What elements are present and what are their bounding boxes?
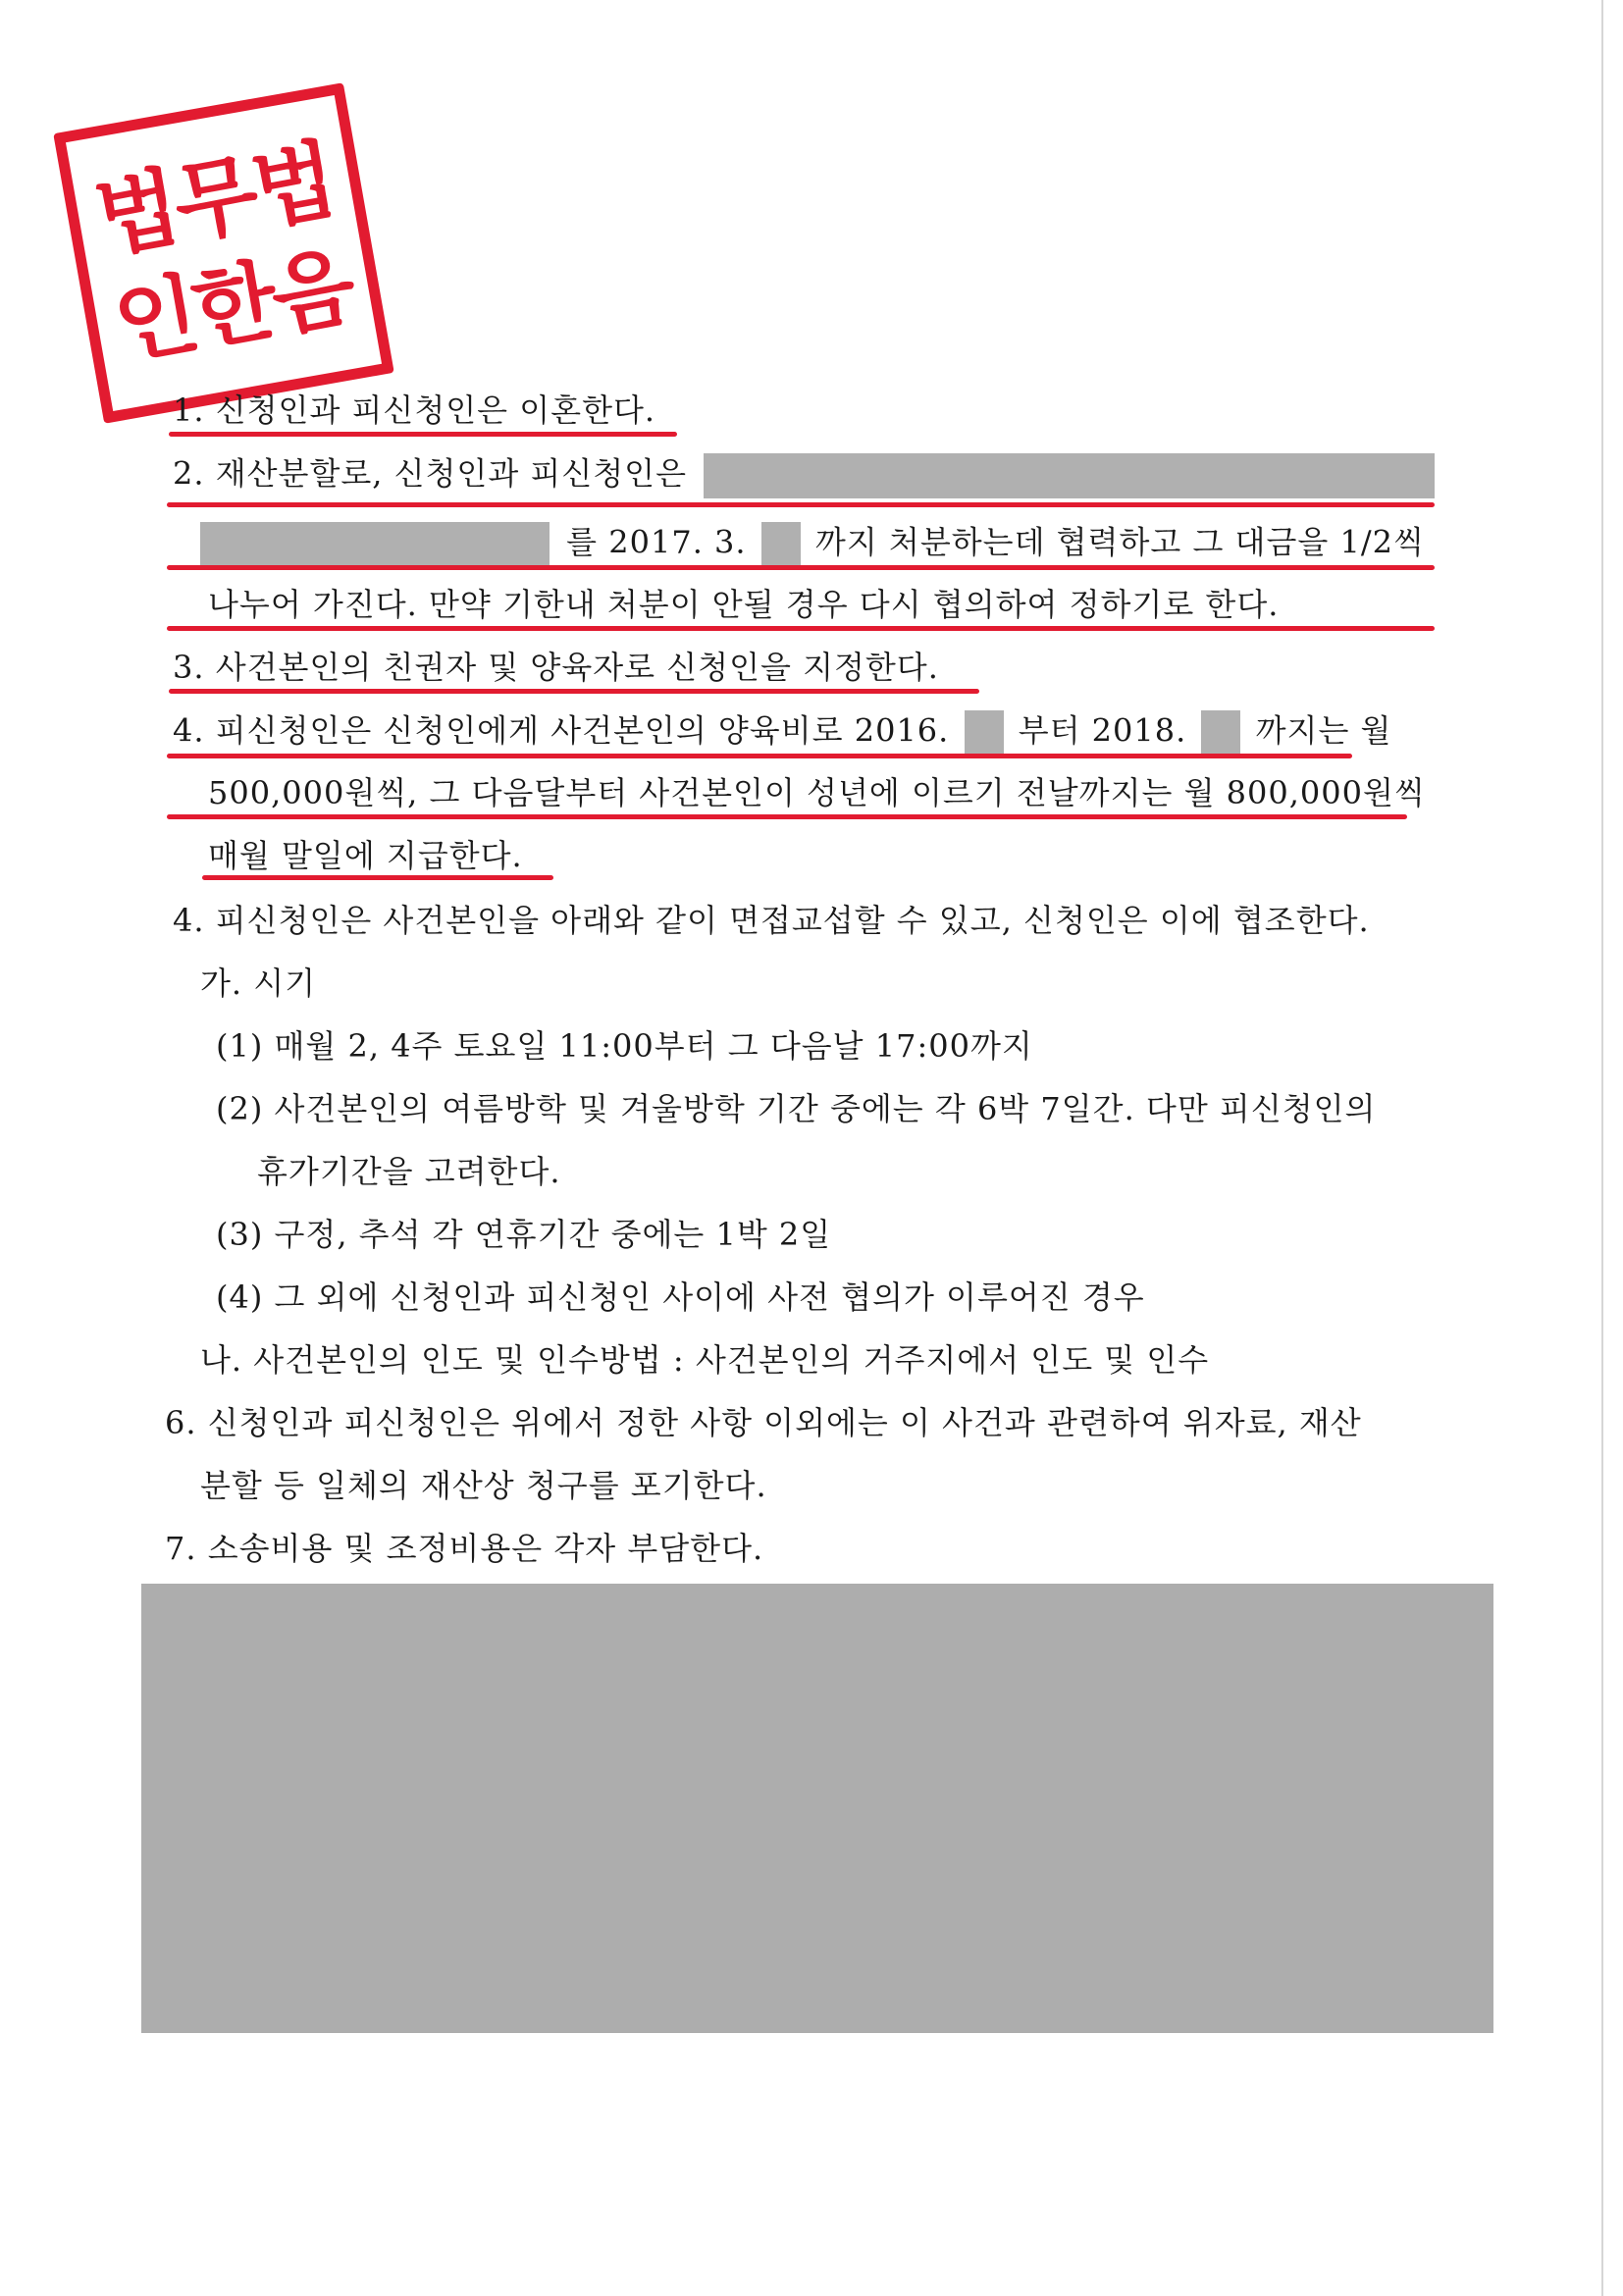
item-2-text: 2. 재산분할로, 신청인과 피신청인은	[173, 454, 687, 493]
item-visitation-na: 나. 사건본인의 인도 및 인수방법 : 사건본인의 거주지에서 인도 및 인수	[200, 1341, 1210, 1379]
item-6-line-2: 분할 등 일체의 재산상 청구를 포기한다.	[200, 1467, 767, 1504]
highlight-underline	[169, 432, 677, 437]
item-4-text-2: 부터 2018.	[1018, 711, 1187, 750]
redaction-box	[200, 522, 550, 567]
item-2-cont-text: 까지 처분하는데 협력하고 그 대금을 1/2씩	[814, 523, 1425, 561]
item-4-text-3: 까지는 월	[1255, 711, 1392, 750]
item-2-line-1	[173, 453, 1435, 498]
item-7: 7. 소송비용 및 조정비용은 각자 부담한다.	[165, 1530, 764, 1567]
item-2-line-3: 나누어 가진다. 만약 기한내 처분이 안될 경우 다시 협의하여 정하기로 한다.	[208, 586, 1280, 623]
redaction-box	[704, 453, 1435, 498]
highlight-underline	[167, 626, 1435, 631]
highlight-underline	[167, 814, 1407, 819]
page-edge-line	[1601, 0, 1603, 2296]
item-visitation-1: (1) 매월 2, 4주 토요일 11:00부터 그 다음날 17:00까지	[216, 1027, 1033, 1065]
item-visitation-ga: 가. 시기	[200, 965, 317, 1002]
item-4-line-2: 500,000원씩, 그 다음달부터 사건본인이 성년에 이르기 전날까지는 월 800,000원씩	[208, 774, 1426, 811]
item-4-text-1: 4. 피신청인은 신청인에게 사건본인의 양육비로 2016.	[173, 711, 950, 750]
item-visitation-2b: 휴가기간을 고려한다.	[257, 1153, 561, 1190]
highlight-underline	[167, 565, 1435, 570]
item-3: 3. 사건본인의 친권자 및 양육자로 신청인을 지정한다.	[173, 649, 939, 686]
redaction-box	[761, 522, 801, 567]
item-visitation-3: (3) 구정, 추석 각 연휴기간 중에는 1박 2일	[216, 1216, 832, 1253]
law-firm-stamp	[53, 82, 394, 424]
stamp-line-2: 인한음	[106, 235, 360, 377]
item-4-line-3: 매월 말일에 지급한다.	[208, 837, 523, 874]
redaction-box	[965, 710, 1004, 756]
item-visitation: 4. 피신청인은 사건본인을 아래와 같이 면접교섭할 수 있고, 신청인은 이에 협조한다.	[173, 902, 1370, 939]
item-2-line-2	[200, 522, 1425, 567]
redacted-block	[141, 1584, 1493, 2033]
item-2-date-text: 를 2017. 3.	[566, 523, 747, 561]
item-1: 1. 신청인과 피신청인은 이혼한다.	[173, 391, 656, 429]
item-visitation-2a: (2) 사건본인의 여름방학 및 겨울방학 기간 중에는 각 6박 7일간. 다만 피신청인의	[216, 1090, 1377, 1127]
highlight-underline	[169, 689, 979, 694]
highlight-underline	[202, 875, 553, 880]
item-6-line-1: 6. 신청인과 피신청인은 위에서 정한 사항 이외에는 이 사건과 관련하여 위자료, 재산	[165, 1404, 1362, 1441]
item-4-line-1	[173, 710, 1391, 756]
redaction-box	[1201, 710, 1240, 756]
item-visitation-4: (4) 그 외에 신청인과 피신청인 사이에 사전 협의가 이루어진 경우	[216, 1278, 1145, 1316]
highlight-underline	[167, 754, 1352, 758]
stamp-line-1: 법무법	[87, 129, 340, 271]
highlight-underline	[167, 502, 1435, 507]
